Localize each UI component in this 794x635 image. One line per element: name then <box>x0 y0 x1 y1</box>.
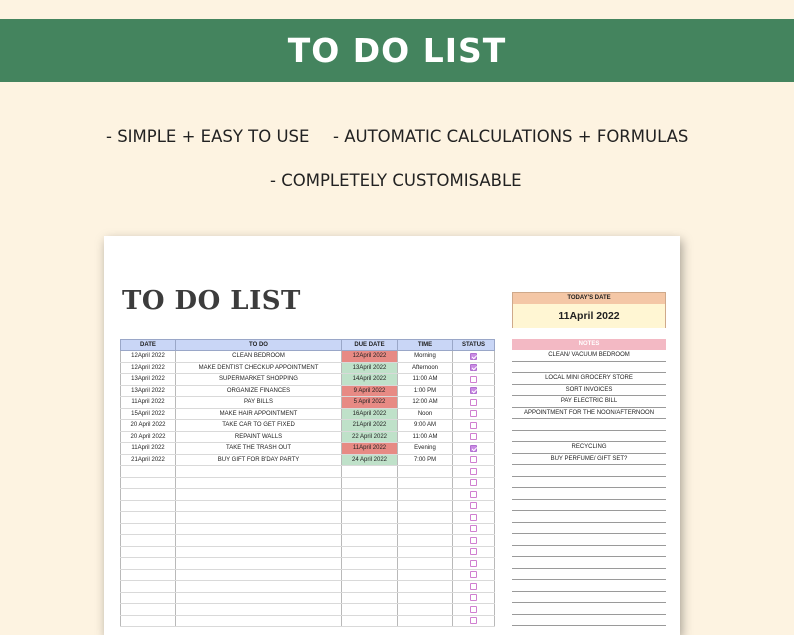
note-line[interactable]: PAY ELECTRIC BILL <box>512 396 666 408</box>
empty-cell[interactable] <box>176 604 342 616</box>
table-body <box>121 351 495 627</box>
note-line[interactable]: BUY PERFUME/ GIFT SET? <box>512 454 666 466</box>
feature-automatic: - AUTOMATIC CALCULATIONS + FORMULAS <box>333 127 689 146</box>
table-row <box>121 397 495 409</box>
note-line[interactable] <box>512 523 666 535</box>
cell-status <box>453 512 495 524</box>
cell-due-date[interactable]: 13April 2022 <box>342 362 398 374</box>
unchecked-checkbox-icon[interactable] <box>470 617 477 624</box>
cell-status <box>453 535 495 547</box>
cell-status <box>453 408 495 420</box>
table-row-empty <box>121 592 495 604</box>
empty-cell[interactable] <box>398 489 453 501</box>
note-line[interactable] <box>512 511 666 523</box>
note-line[interactable] <box>512 362 666 374</box>
cell-due-date[interactable]: 11April 2022 <box>342 443 398 455</box>
cell-todo[interactable]: SUPERMARKET SHOPPING <box>176 374 342 386</box>
cell-status <box>453 351 495 363</box>
table-row-empty <box>121 615 495 627</box>
empty-cell[interactable] <box>176 535 342 547</box>
cell-time[interactable]: Afternoon <box>398 362 453 374</box>
unchecked-checkbox-icon[interactable] <box>470 525 477 532</box>
table-row <box>121 420 495 432</box>
table-row-empty <box>121 604 495 616</box>
empty-cell[interactable] <box>176 500 342 512</box>
empty-cell[interactable] <box>176 558 342 570</box>
todays-date-label: TODAY'S DATE <box>513 293 665 304</box>
unchecked-checkbox-icon[interactable] <box>470 571 477 578</box>
note-line[interactable] <box>512 592 666 604</box>
feature-simple: - SIMPLE + EASY TO USE <box>106 127 310 146</box>
column-header-status: STATUS <box>453 340 495 351</box>
todays-date-box <box>512 292 666 328</box>
cell-time[interactable]: 11:00 AM <box>398 374 453 386</box>
unchecked-checkbox-icon[interactable] <box>470 560 477 567</box>
cell-status <box>453 362 495 374</box>
empty-cell[interactable] <box>342 489 398 501</box>
table-row-empty <box>121 477 495 489</box>
note-line[interactable] <box>512 500 666 512</box>
note-line[interactable] <box>512 615 666 627</box>
cell-todo[interactable]: BUY GIFT FOR B'DAY PARTY <box>176 454 342 466</box>
empty-cell[interactable] <box>342 615 398 627</box>
cell-date[interactable]: 13April 2022 <box>121 374 176 386</box>
empty-cell[interactable] <box>121 500 176 512</box>
cell-due-date[interactable]: 5 April 2022 <box>342 397 398 409</box>
checked-checkbox-icon[interactable] <box>470 364 477 371</box>
unchecked-checkbox-icon[interactable] <box>470 594 477 601</box>
table-row <box>121 431 495 443</box>
table-row-empty <box>121 489 495 501</box>
cell-date[interactable]: 12April 2022 <box>121 362 176 374</box>
column-header-due-date: DUE DATE <box>342 340 398 351</box>
empty-cell[interactable] <box>121 523 176 535</box>
note-line[interactable]: SORT INVOICES <box>512 385 666 397</box>
cell-status <box>453 558 495 570</box>
note-line[interactable]: CLEAN/ VACUUM BEDROOM <box>512 350 666 362</box>
cell-due-date[interactable]: 14April 2022 <box>342 374 398 386</box>
checked-checkbox-icon[interactable] <box>470 445 477 452</box>
cell-date[interactable]: 15April 2022 <box>121 408 176 420</box>
table-row-empty <box>121 466 495 478</box>
empty-cell[interactable] <box>176 546 342 558</box>
unchecked-checkbox-icon[interactable] <box>470 537 477 544</box>
unchecked-checkbox-icon[interactable] <box>470 491 477 498</box>
note-line[interactable] <box>512 580 666 592</box>
cell-due-date[interactable]: 9 April 2022 <box>342 385 398 397</box>
empty-cell[interactable] <box>176 466 342 478</box>
cell-date[interactable]: 11April 2022 <box>121 397 176 409</box>
cell-status <box>453 523 495 535</box>
empty-cell[interactable] <box>398 535 453 547</box>
note-line[interactable] <box>512 546 666 558</box>
cell-status <box>453 420 495 432</box>
empty-cell[interactable] <box>342 466 398 478</box>
empty-cell[interactable] <box>398 466 453 478</box>
cell-todo[interactable]: ORGANIZE FINANCES <box>176 385 342 397</box>
checked-checkbox-icon[interactable] <box>470 353 477 360</box>
empty-cell[interactable] <box>398 558 453 570</box>
cell-date[interactable]: 12April 2022 <box>121 351 176 363</box>
empty-cell[interactable] <box>398 569 453 581</box>
cell-date[interactable]: 20 April 2022 <box>121 420 176 432</box>
unchecked-checkbox-icon[interactable] <box>470 468 477 475</box>
cell-todo[interactable]: TAKE CAR TO GET FIXED <box>176 420 342 432</box>
cell-date[interactable]: 13April 2022 <box>121 385 176 397</box>
table-row <box>121 385 495 397</box>
empty-cell[interactable] <box>342 477 398 489</box>
note-line[interactable] <box>512 534 666 546</box>
empty-cell[interactable] <box>176 512 342 524</box>
empty-cell[interactable] <box>121 592 176 604</box>
unchecked-checkbox-icon[interactable] <box>470 502 477 509</box>
table-row <box>121 408 495 420</box>
note-line[interactable]: LOCAL MINI GROCERY STORE <box>512 373 666 385</box>
empty-cell[interactable] <box>398 604 453 616</box>
cell-status <box>453 431 495 443</box>
cell-status <box>453 477 495 489</box>
todo-table <box>120 339 495 627</box>
cell-time[interactable]: Morning <box>398 351 453 363</box>
empty-cell[interactable] <box>398 500 453 512</box>
unchecked-checkbox-icon[interactable] <box>470 606 477 613</box>
cell-status <box>453 489 495 501</box>
note-line[interactable] <box>512 557 666 569</box>
feature-customisable: - COMPLETELY CUSTOMISABLE <box>270 171 522 190</box>
empty-cell[interactable] <box>121 466 176 478</box>
cell-due-date[interactable]: 22 April 2022 <box>342 431 398 443</box>
empty-cell[interactable] <box>398 581 453 593</box>
cell-time[interactable]: Noon <box>398 408 453 420</box>
notes-list <box>512 350 666 626</box>
todays-date-value[interactable]: 11April 2022 <box>513 304 665 328</box>
column-header-todo: TO DO <box>176 340 342 351</box>
cell-status <box>453 397 495 409</box>
empty-cell[interactable] <box>176 615 342 627</box>
empty-cell[interactable] <box>121 489 176 501</box>
unchecked-checkbox-icon[interactable] <box>470 456 477 463</box>
banner <box>0 19 794 82</box>
cell-date[interactable]: 21April 2022 <box>121 454 176 466</box>
empty-cell[interactable] <box>342 500 398 512</box>
empty-cell[interactable] <box>342 592 398 604</box>
empty-cell[interactable] <box>342 512 398 524</box>
empty-cell[interactable] <box>121 615 176 627</box>
empty-cell[interactable] <box>121 558 176 570</box>
empty-cell[interactable] <box>342 523 398 535</box>
empty-cell[interactable] <box>342 604 398 616</box>
table-row-empty <box>121 546 495 558</box>
table-row <box>121 374 495 386</box>
cell-status <box>453 592 495 604</box>
unchecked-checkbox-icon[interactable] <box>470 514 477 521</box>
cell-date[interactable]: 11April 2022 <box>121 443 176 455</box>
cell-status <box>453 443 495 455</box>
empty-cell[interactable] <box>121 546 176 558</box>
unchecked-checkbox-icon[interactable] <box>470 433 477 440</box>
table-row-empty <box>121 523 495 535</box>
cell-todo[interactable]: MAKE HAIR APPOINTMENT <box>176 408 342 420</box>
cell-status <box>453 604 495 616</box>
empty-cell[interactable] <box>342 546 398 558</box>
note-line[interactable] <box>512 603 666 615</box>
cell-status <box>453 374 495 386</box>
note-line[interactable]: RECYCLING <box>512 442 666 454</box>
cell-time[interactable]: 11:00 AM <box>398 431 453 443</box>
empty-cell[interactable] <box>398 477 453 489</box>
empty-cell[interactable] <box>176 569 342 581</box>
column-header-time: TIME <box>398 340 453 351</box>
note-line[interactable] <box>512 419 666 431</box>
table-row-empty <box>121 500 495 512</box>
cell-time[interactable]: 12:00 AM <box>398 397 453 409</box>
cell-time[interactable]: 9:00 AM <box>398 420 453 432</box>
sheet-title: TO DO LIST <box>122 286 301 316</box>
empty-cell[interactable] <box>176 581 342 593</box>
empty-cell[interactable] <box>176 523 342 535</box>
cell-todo[interactable]: TAKE THE TRASH OUT <box>176 443 342 455</box>
cell-status <box>453 615 495 627</box>
cell-todo[interactable]: REPAINT WALLS <box>176 431 342 443</box>
table-row-empty <box>121 512 495 524</box>
cell-status <box>453 454 495 466</box>
cell-todo[interactable]: CLEAN BEDROOM <box>176 351 342 363</box>
cell-status <box>453 569 495 581</box>
empty-cell[interactable] <box>342 535 398 547</box>
empty-cell[interactable] <box>398 546 453 558</box>
cell-todo[interactable]: MAKE DENTIST CHECKUP APPOINTMENT <box>176 362 342 374</box>
unchecked-checkbox-icon[interactable] <box>470 583 477 590</box>
cell-time[interactable]: 7:00 PM <box>398 454 453 466</box>
table-row-empty <box>121 535 495 547</box>
cell-status <box>453 466 495 478</box>
empty-cell[interactable] <box>342 581 398 593</box>
note-line[interactable] <box>512 431 666 443</box>
table-row <box>121 443 495 455</box>
unchecked-checkbox-icon[interactable] <box>470 422 477 429</box>
empty-cell[interactable] <box>121 604 176 616</box>
unchecked-checkbox-icon[interactable] <box>470 548 477 555</box>
notes-panel <box>512 339 666 626</box>
empty-cell[interactable] <box>121 581 176 593</box>
banner-title: TO DO LIST <box>287 31 507 70</box>
empty-cell[interactable] <box>398 615 453 627</box>
empty-cell[interactable] <box>121 569 176 581</box>
empty-cell[interactable] <box>176 592 342 604</box>
cell-status <box>453 500 495 512</box>
spreadsheet-preview <box>104 236 680 635</box>
cell-due-date[interactable]: 16April 2022 <box>342 408 398 420</box>
empty-cell[interactable] <box>176 477 342 489</box>
cell-status <box>453 546 495 558</box>
cell-due-date[interactable]: 12April 2022 <box>342 351 398 363</box>
empty-cell[interactable] <box>342 569 398 581</box>
checked-checkbox-icon[interactable] <box>470 387 477 394</box>
empty-cell[interactable] <box>342 558 398 570</box>
empty-cell[interactable] <box>121 512 176 524</box>
cell-due-date[interactable]: 24 April 2022 <box>342 454 398 466</box>
note-line[interactable] <box>512 465 666 477</box>
table-row <box>121 351 495 363</box>
unchecked-checkbox-icon[interactable] <box>470 376 477 383</box>
note-line[interactable]: APPOINTMENT FOR THE NOON/AFTERNOON <box>512 408 666 420</box>
note-line[interactable] <box>512 569 666 581</box>
empty-cell[interactable] <box>398 523 453 535</box>
empty-cell[interactable] <box>398 592 453 604</box>
table-row-empty <box>121 569 495 581</box>
table-row-empty <box>121 558 495 570</box>
table-header-row <box>121 340 495 351</box>
cell-status <box>453 581 495 593</box>
empty-cell[interactable] <box>398 512 453 524</box>
empty-cell[interactable] <box>121 535 176 547</box>
cell-date[interactable]: 20 April 2022 <box>121 431 176 443</box>
cell-time[interactable]: 1:00 PM <box>398 385 453 397</box>
notes-header: NOTES <box>512 339 666 350</box>
note-line[interactable] <box>512 488 666 500</box>
cell-status <box>453 385 495 397</box>
cell-time[interactable]: Evening <box>398 443 453 455</box>
cell-todo[interactable]: PAY BILLS <box>176 397 342 409</box>
unchecked-checkbox-icon[interactable] <box>470 410 477 417</box>
table-row <box>121 362 495 374</box>
note-line[interactable] <box>512 477 666 489</box>
table-row-empty <box>121 581 495 593</box>
unchecked-checkbox-icon[interactable] <box>470 479 477 486</box>
column-header-date: DATE <box>121 340 176 351</box>
empty-cell[interactable] <box>121 477 176 489</box>
unchecked-checkbox-icon[interactable] <box>470 399 477 406</box>
cell-due-date[interactable]: 21April 2022 <box>342 420 398 432</box>
table-row <box>121 454 495 466</box>
empty-cell[interactable] <box>176 489 342 501</box>
